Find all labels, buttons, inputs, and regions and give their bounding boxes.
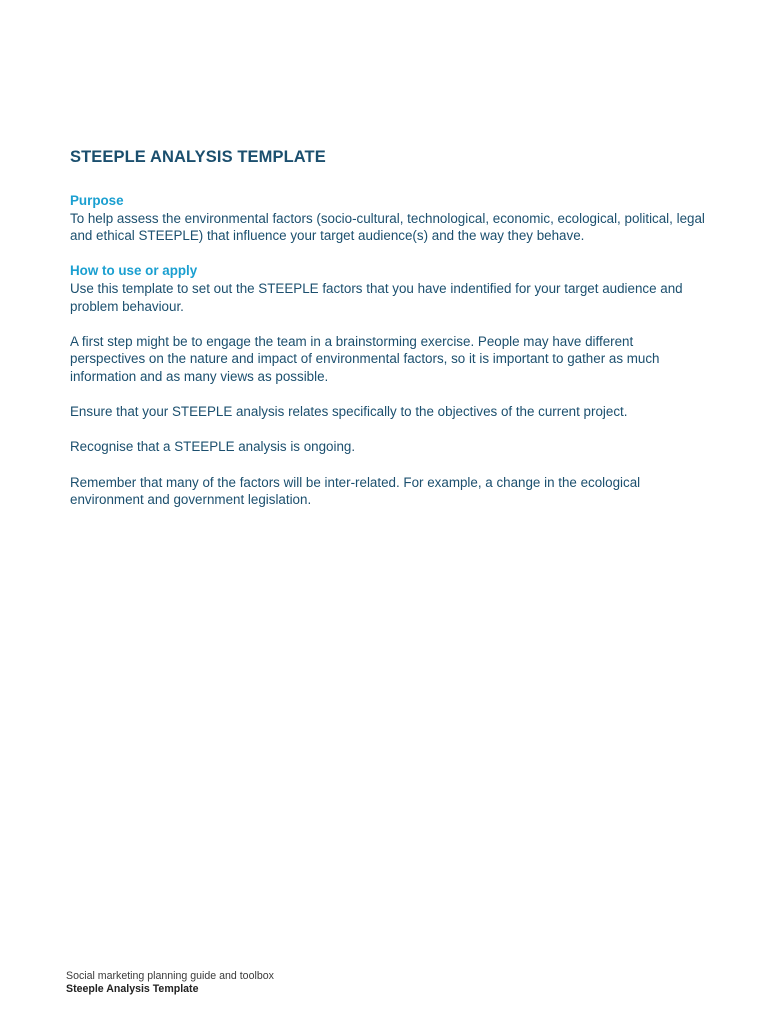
how-to-paragraph-4: Recognise that a STEEPLE analysis is ongoing. (70, 439, 356, 455)
section-heading-purpose: Purpose (70, 193, 124, 208)
purpose-paragraph: To help assess the environmental factors (socio-cultural, technological, economic, ecological, political, legal and ethical STEEPLE) that influence your target audience(s) and the way they behave. (70, 210, 705, 244)
document-title: STEEPLE ANALYSIS TEMPLATE (70, 148, 326, 166)
page-footer (66, 970, 274, 997)
how-to-paragraph-2: A first step might be to engage the team in a brainstorming exercise. People may have different perspectives on the nature and impact of environmental factors, so it is important to gather as much information and as many views as possible. (70, 333, 660, 384)
how-to-paragraph-5: Remember that many of the factors will be inter-related. For example, a change in the ecological environment and government legislation. (70, 474, 641, 508)
footer-document-name: Steeple Analysis Template (66, 983, 199, 996)
how-to-paragraph-3: Ensure that your STEEPLE analysis relates specifically to the objectives of the current project. (70, 404, 628, 420)
document-body (70, 192, 710, 509)
footer-guide-name: Social marketing planning guide and toolbox (66, 970, 274, 982)
section-heading-how-to-use: How to use or apply (70, 263, 198, 279)
how-to-paragraph-1: Use this template to set out the STEEPLE factors that you have indentified for your target audience and problem behaviour. (70, 280, 683, 314)
